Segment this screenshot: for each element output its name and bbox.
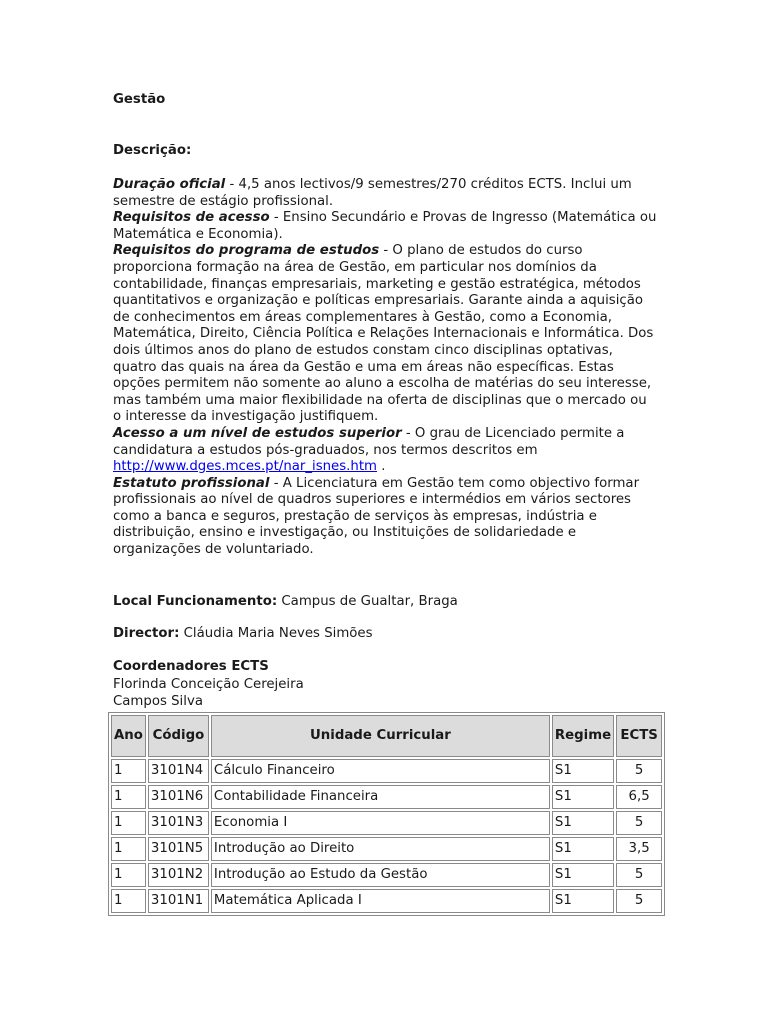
cell-regime: S1 [552, 837, 614, 861]
table-row [111, 837, 662, 861]
cell-year: 1 [111, 759, 146, 783]
paragraph-label: Requisitos do programa de estudos [113, 243, 380, 259]
cell-regime: S1 [552, 811, 614, 835]
cell-unit: Matemática Aplicada I [211, 889, 550, 913]
cell-code: 3101N6 [148, 785, 209, 809]
location-label: Local Funcionamento: [113, 594, 278, 609]
coordinator-name-line: Florinda Conceição Cerejeira [113, 677, 304, 692]
location-line [113, 594, 458, 611]
paragraph-label: Duração oficial [113, 177, 226, 192]
table-header-row [111, 715, 662, 757]
cell-code: 3101N5 [148, 837, 209, 861]
cell-ects: 5 [616, 811, 662, 835]
cell-regime: S1 [552, 889, 614, 913]
cell-regime: S1 [552, 759, 614, 783]
coordinators-names [113, 677, 304, 710]
paragraph-text: - Ensino Secundário e Provas de Ingresso (Matemática ou Matemática e Economia). [113, 210, 657, 242]
paragraph-text: - 4,5 anos lectivos/9 semestres/270 créditos ECTS. Inclui um semestre de estágio profissional. [113, 177, 632, 209]
cell-year: 1 [111, 837, 146, 861]
curricular-units-table [108, 712, 665, 916]
cell-code: 3101N2 [148, 863, 209, 887]
cell-unit: Economia I [211, 811, 550, 835]
cell-year: 1 [111, 785, 146, 809]
column-header-code: Código [148, 715, 209, 757]
table-row [111, 811, 662, 835]
paragraph-access-requirements [113, 210, 658, 243]
cell-ects: 5 [616, 889, 662, 913]
location-value: Campus de Gualtar, Braga [277, 594, 458, 609]
description-body [113, 177, 658, 559]
cell-ects: 6,5 [616, 785, 662, 809]
cell-year: 1 [111, 889, 146, 913]
cell-ects: 5 [616, 759, 662, 783]
coordinators-heading: Coordenadores ECTS [113, 659, 269, 674]
paragraph-program-requirements [113, 243, 658, 426]
paragraph-label: Estatuto profissional [113, 475, 270, 491]
cell-regime: S1 [552, 785, 614, 809]
nar-isnes-link[interactable]: http://www.dges.mces.pt/nar_isnes.htm [113, 459, 377, 475]
cell-unit: Contabilidade Financeira [211, 785, 550, 809]
paragraph-label: Requisitos de acesso [113, 210, 270, 226]
cell-code: 3101N4 [148, 759, 209, 783]
coordinator-name-line: Campos Silva [113, 693, 203, 709]
director-label: Director: [113, 626, 180, 641]
paragraph-text-end: . [376, 459, 386, 475]
cell-year: 1 [111, 811, 146, 835]
paragraph-label: Acesso a um nível de estudos superior [113, 425, 402, 441]
cell-ects: 3,5 [616, 837, 662, 861]
paragraph-professional-status [113, 476, 658, 559]
column-header-year: Ano [111, 715, 146, 757]
director-value: Cláudia Maria Neves Simões [179, 626, 373, 641]
page-title: Gestão [113, 92, 166, 107]
cell-year: 1 [111, 863, 146, 887]
paragraph-further-studies [113, 426, 658, 476]
cell-unit: Introdução ao Estudo da Gestão [211, 863, 550, 887]
cell-code: 3101N3 [148, 811, 209, 835]
column-header-ects: ECTS [616, 715, 662, 757]
table-row [111, 863, 662, 887]
description-heading: Descrição: [113, 143, 192, 158]
cell-code: 3101N1 [148, 889, 209, 913]
paragraph-text: - O grau de Licenciado permite a candidatura a estudos pós-graduados, nos termos descritos em [113, 425, 625, 458]
paragraph-text: - A Licenciatura em Gestão tem como objectivo formar profissionais ao nível de quadros superiores e intermédios em vários sectores como a banca e seguros, prestação de serviços às empresas, indústria e distribuição, ensino e investigação, ou Instituições de solidariedade e organizações de voluntariado. [113, 475, 640, 558]
director-line [113, 626, 373, 643]
column-header-regime: Regime [552, 715, 614, 757]
cell-ects: 5 [616, 863, 662, 887]
paragraph-duration [113, 177, 658, 210]
paragraph-text: - O plano de estudos do curso proporciona formação na área de Gestão, em particular nos domínios da contabilidade, finanças empresariais, marketing e gestão estratégica, métodos quantitativos e organização e políticas empresariais. Garante ainda a aquisição de conhecimentos em áreas complementares à Gestão, como a Economia, Matemática, Direito, Ciência Política e Relações Internacionais e Informática. Dos dois últimos anos do plano de estudos constam cinco disciplinas optativas, quatro das quais na área da Gestão e uma em áreas não específicas. Estas opções permitem não somente ao aluno a escolha de matérias do seu interesse, mas também uma maior flexibilidade na oferta de disciplinas que o mercado ou o interesse da investigação justifiquem. [113, 243, 654, 425]
table-row [111, 889, 662, 913]
cell-unit: Introdução ao Direito [211, 837, 550, 861]
cell-regime: S1 [552, 863, 614, 887]
table-row [111, 785, 662, 809]
cell-unit: Cálculo Financeiro [211, 759, 550, 783]
column-header-unit: Unidade Curricular [211, 715, 550, 757]
table-row [111, 759, 662, 783]
